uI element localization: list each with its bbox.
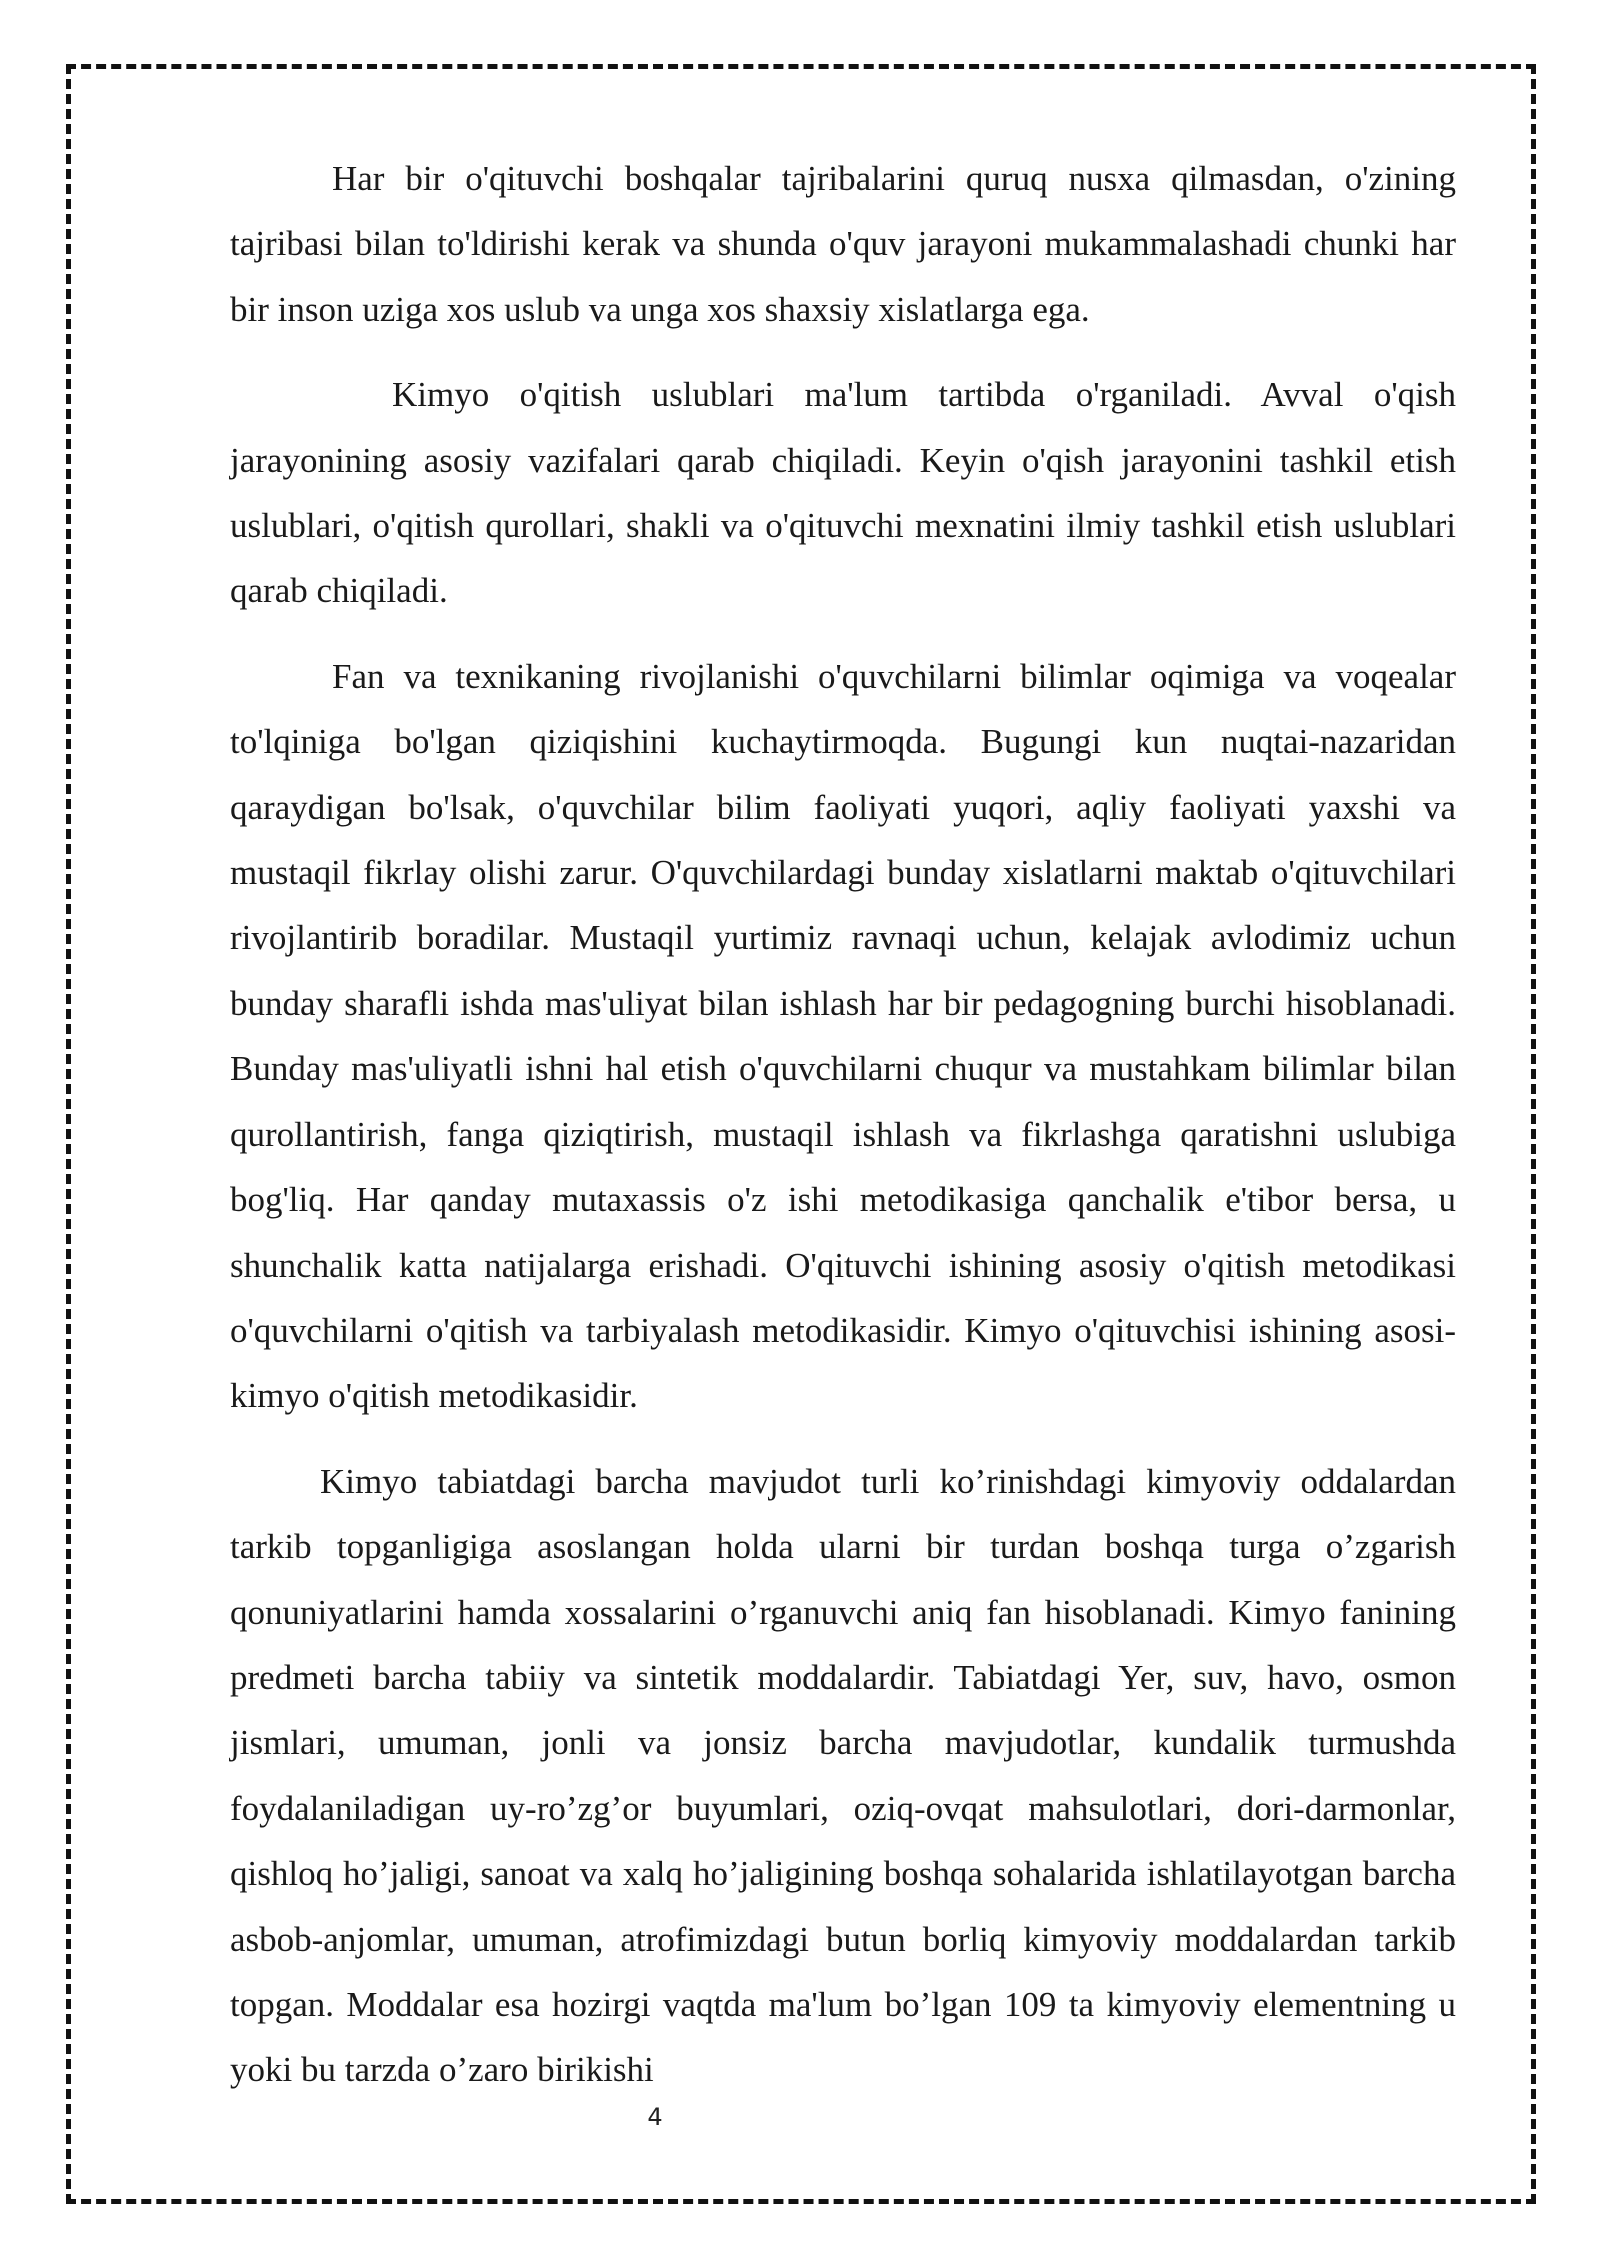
paragraph-4: Kimyo tabiatdagi barcha mavjudot turli ko’rinishdagi kimyoviy oddalardan tarkib topganligiga asoslangan holda ularni bir turdan boshqa turga o’zgarish qonuniyatlarini hamda xossalarini o’rganuvchi aniq fan hisoblanadi. Kimyo fanining predmeti barcha tabiiy va sintetik moddalardir. Tabiatdagi Yer, suv, havo, osmon jismlari, umuman, jonli va jonsiz barcha mavjudotlar, kundalik turmushda foydalaniladigan uy-ro’zg’or buyumlari, oziq-ovqat mahsulotlari, dori-darmonlar, qishloq ho’jaligi, sanoat va xalq ho’jaligining boshqa sohalarida ishlatilayotgan barcha asbob-anjomlar, umuman, atrofimizdagi butun borliq kimyoviy moddalardan tarkib topgan. Moddalar esa hozirgi vaqtda ma'lum bo’lgan 109 ta kimyoviy elementning u yoki bu tarzda o’zaro birikishi	[230, 1461, 1456, 2090]
paragraph-2: Kimyo o'qitish uslublari ma'lum tartibda o'rganiladi. Avval o'qish jarayonining asosiy vazifalari qarab chiqiladi. Keyin o'qish jarayonini tashkil etish uslublari, o'qitish qurollari, shakli va o'qituvchi mexnatini ilmiy tashkil etish uslublari qarab chiqiladi.	[230, 375, 1456, 611]
page-number: 4	[647, 2103, 663, 2131]
paragraph-1: Har bir o'qituvchi boshqalar tajribalarini quruq nusxa qilmasdan, o'zining tajribasi bilan to'ldirishi kerak va shunda o'quv jarayoni mukammalashadi chunki har bir inson uziga xos uslub va unga xos shaxsiy xislatlarga ega.	[230, 159, 1456, 329]
paragraph-3: Fan va texnikaning rivojlanishi o'quvchilarni bilimlar oqimiga va voqealar to'lqiniga bo'lgan qiziqishini kuchaytirmoqda. Bugungi kun nuqtai-nazaridan qaraydigan bo'lsak, o'quvchilar bilim faoliyati yuqori, aqliy faoliyati yaxshi va mustaqil fikrlay olishi zarur. O'quvchilardagi bunday xislatlarni maktab o'qituvchilari rivojlantirib boradilar. Mustaqil yurtimiz ravnaqi uchun, kelajak avlodimiz uchun bunday sharafli ishda mas'uliyat bilan ishlash har bir pedagogning burchi hisoblanadi. Bunday mas'uliyatli ishni hal etish o'quvchilarni chuqur va mustahkam bilimlar bilan qurollantirish, fanga qiziqtirish, mustaqil ishlash va fikrlashga qaratishni uslubiga bog'liq. Har qanday mutaxassis o'z ishi metodikasiga qanchalik e'tibor bersa, u shunchalik katta natijalarga erishadi. O'qituvchi ishining asosiy o'qitish metodikasi o'quvchilarni o'qitish va tarbiyalash metodikasidir. Kimyo o'qituvchisi ishining asosi-kimyo o'qitish metodikasidir.	[230, 656, 1456, 1416]
page-body-text	[230, 146, 1456, 2123]
